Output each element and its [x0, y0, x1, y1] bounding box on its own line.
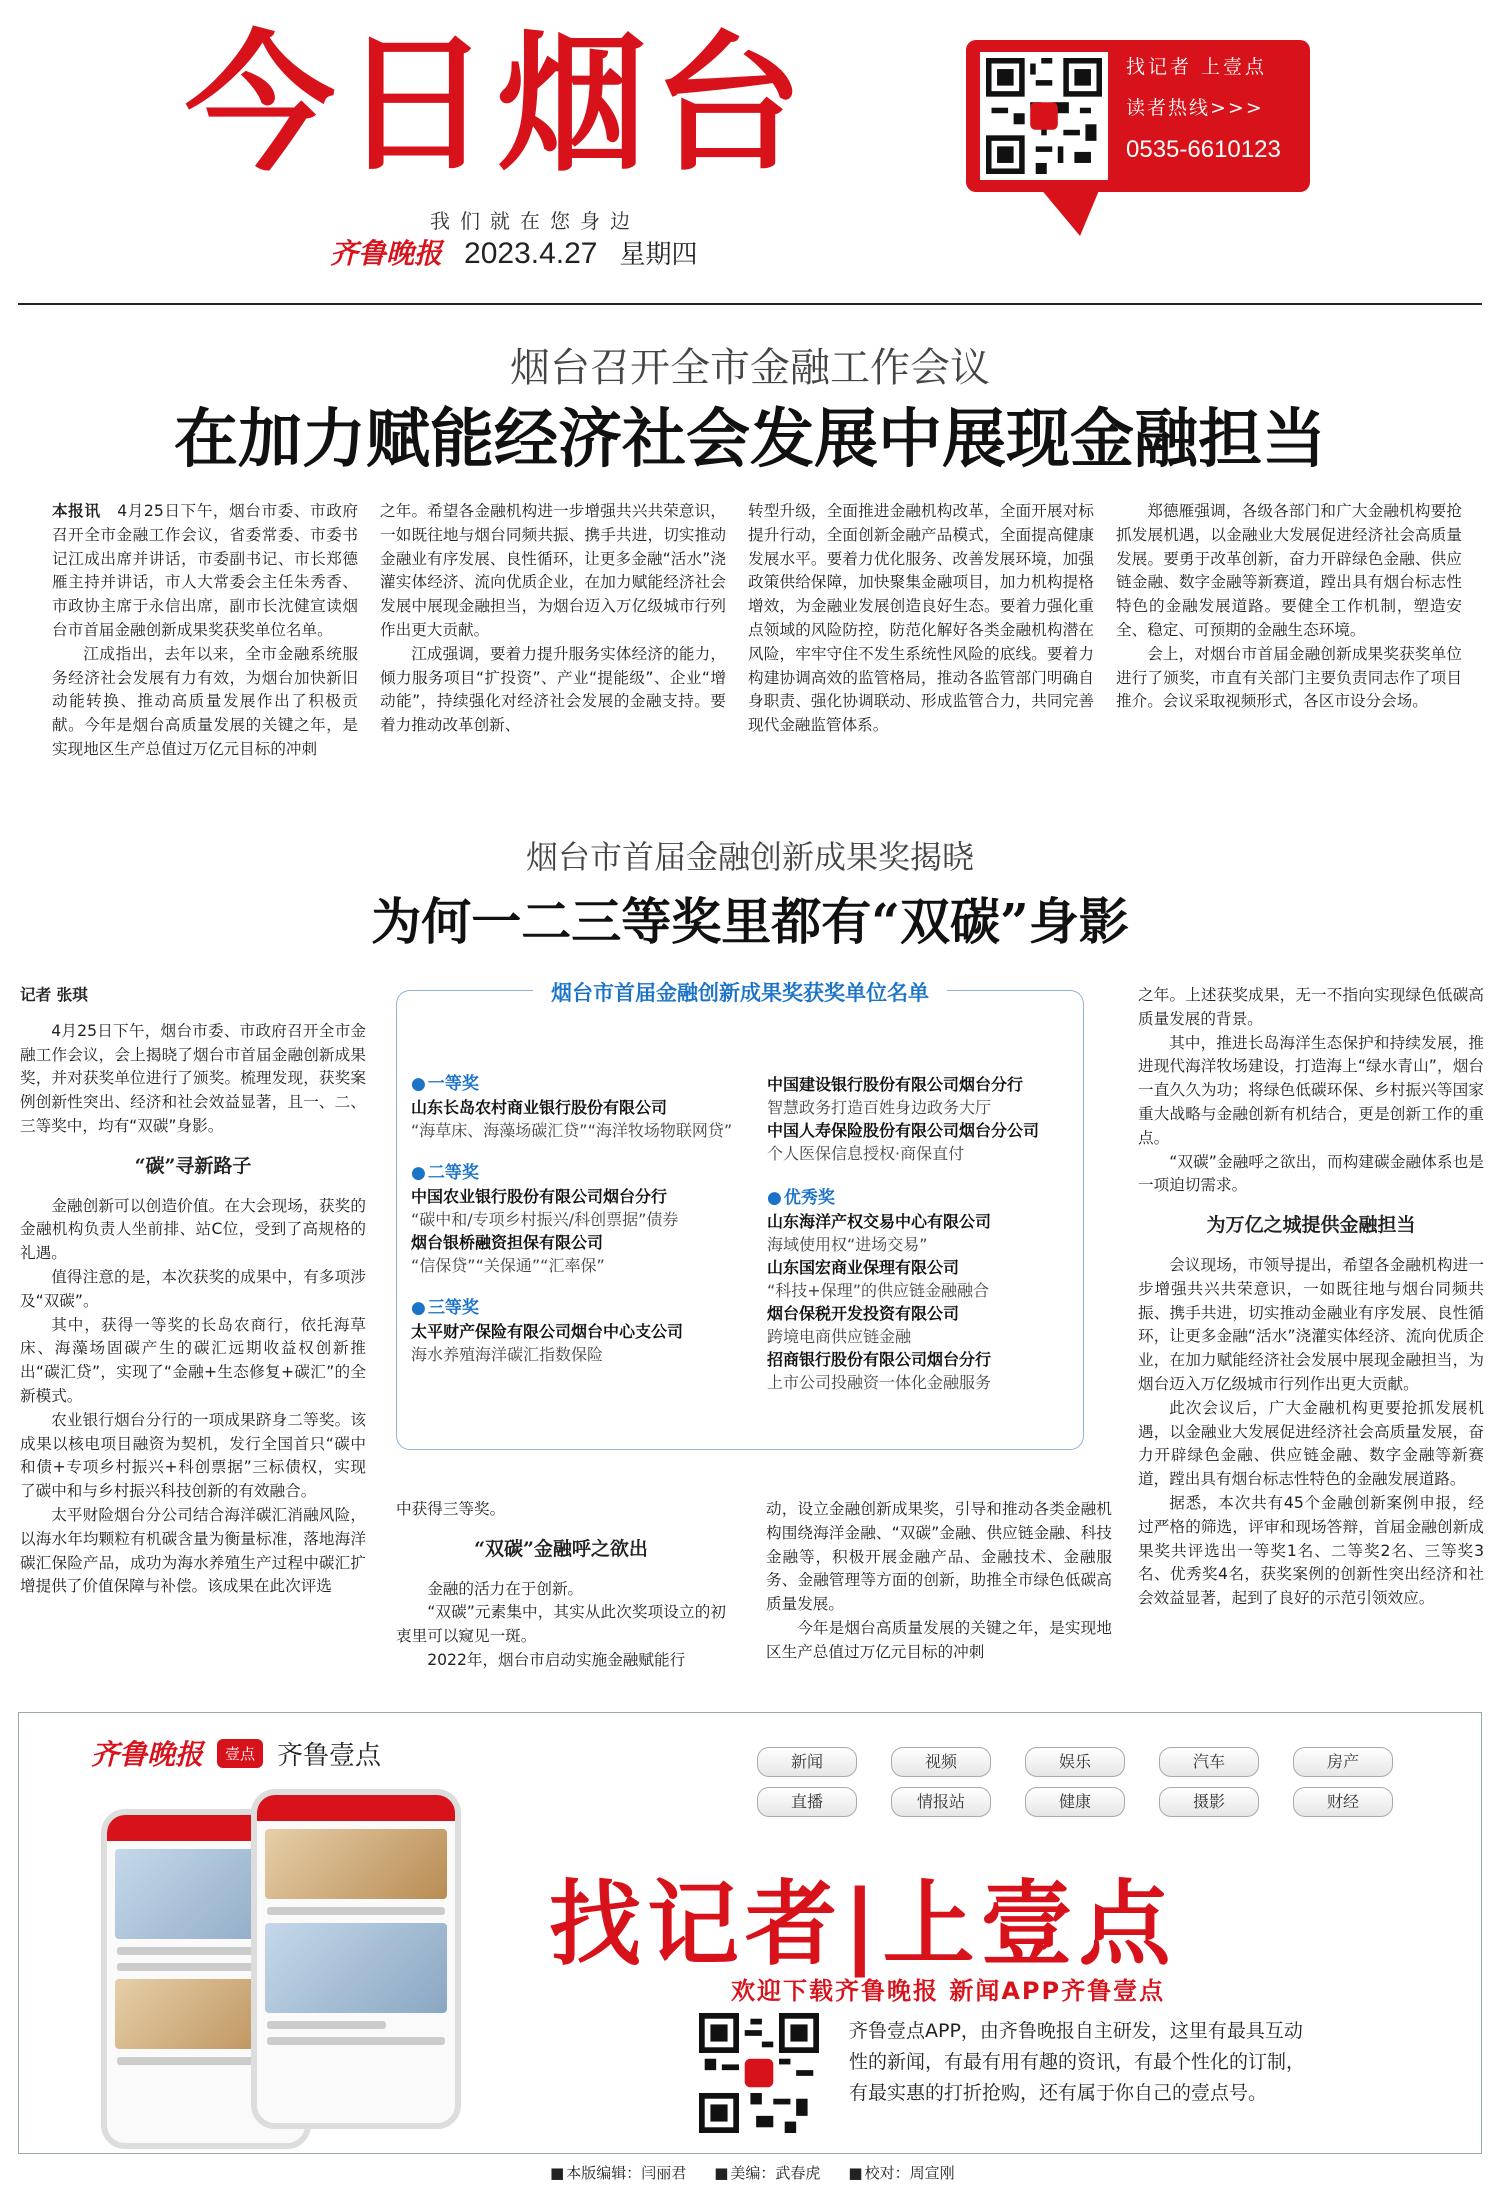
article1-byline: 本报讯: [52, 502, 101, 520]
award-org: 烟台保税开发投资有限公司: [767, 1304, 960, 1323]
article2-paragraph: “双碳”元素集中，其实从此次奖项设立的初衷里可以窥见一斑。: [396, 1603, 726, 1646]
phone-status-bar: [257, 1795, 455, 1821]
phone-text-line: [267, 2021, 386, 2029]
article2-subhead: 为万亿之城提供金融担当: [1206, 1214, 1416, 1237]
article1-paragraph: 转型升级，全面推进金融机构改革，全面开展对标提升行动，全面创新金融产品模式，全面提高健康发展水平。要着力优化服务、改善发展环境，加强政策供给保障，加快聚集金融项目，加力机构提格增效，为金融业发展创造良好生态。要着力强化重点领域的风险防控，防范化解好各类金融机构潜在风险，牢牢守住不发生系统性风险的底线。要着力构建协调高效的监管格局，推动各监管部门明确自身职责、强化协调联动、形成监管合力，共同完善现代金融监管体系。: [748, 502, 1094, 735]
phone-news-image: [265, 1923, 447, 2013]
article2-col-3: [766, 1498, 1112, 1684]
award-org: 烟台银桥融资担保有限公司: [411, 1233, 604, 1252]
award-project: “碳中和/专项乡村振兴/科创票据”债券: [411, 1210, 679, 1229]
award-org: 山东长岛农村商业银行股份有限公司: [411, 1098, 668, 1117]
article2-paragraph: 4月25日下午，烟台市委、市政府召开全市金融工作会议，会上揭晓了烟台市首届金融创新成果奖，并对获奖单位进行了颁奖。梳理发现，获奖案例创新性突出、经济和社会效益显著，且一、二、三等奖中，均有“双碳”身影。: [20, 1021, 366, 1135]
article1-lead: [52, 500, 358, 643]
award-org: 山东国宏商业保理有限公司: [767, 1258, 960, 1277]
ad-app-name: 齐鲁壹点: [277, 1740, 382, 1771]
article2-paragraph: 据悉，本次共有45个金融创新案例申报，经过严格的筛选，评审和现场答辩，首届金融创新成果奖共评选出一等奖1名、二等奖2名、三等奖3名、优秀奖4名，获奖案例的创新性突出经济和社会效益显著，起到了良好的示范引领效应。: [1138, 1493, 1484, 1608]
award-project: 海水养殖海洋碳汇指数保险: [411, 1345, 604, 1364]
article2-paragraph: 之年。上述获奖成果，无一不指向实现绿色低碳高质量发展的背景。: [1138, 986, 1484, 1028]
newspaper-title: 今日烟台: [185, 18, 810, 192]
ad-download-line: 欢迎下载齐鲁晚报 新闻APP齐鲁壹点: [731, 1977, 1166, 2005]
award-grade-label: ● 优秀奖: [767, 1187, 1077, 1210]
article1-paragraph: 郑德雁强调，各级各部门和广大金融机构要抢抓发展机遇，以金融业大发展促进经济社会高质量发展。要勇于改革创新，奋力开辟绿色金融、供应链金融、数字金融等新赛道，蹚出具有烟台标志性特色的金融发展道路。要健全工作机制，塑造安全、稳定、可预期的金融生态环境。: [1116, 502, 1462, 639]
article1-col-4: [1116, 500, 1462, 776]
award-org: 中国人寿保险股份有限公司烟台分公司: [767, 1121, 1040, 1140]
credit-proofreader: ■ 校对：周宣刚: [848, 2162, 954, 2183]
hotline-text: [1126, 52, 1281, 164]
channel-pill[interactable]: 情报站: [891, 1787, 991, 1817]
channel-pill[interactable]: 新闻: [757, 1747, 857, 1777]
article2-paragraph: 农业银行烟台分行的一项成果跻身二等奖。该成果以核电项目融资为契机，发行全国首只“碳中和债+专项乡村振兴+科创票据”三标债权，实现了碳中和与乡村振兴科技创新的有效融合。: [20, 1410, 366, 1501]
ad-brand-name: 齐鲁晚报: [91, 1738, 204, 1771]
article2-subhead: “碳”寻新路子: [134, 1154, 252, 1177]
app-qr-graphic: [699, 2013, 819, 2133]
award-project: 个人医保信息授权·商保直付: [767, 1144, 965, 1163]
issue-info: [330, 232, 698, 272]
award-grade-label: ● 二等奖: [411, 1162, 741, 1185]
article2-headline[interactable]: 为何一二三等奖里都有“双碳”身影: [371, 892, 1129, 951]
award-org: 招商银行股份有限公司烟台分行: [767, 1350, 992, 1369]
article1-headline[interactable]: 在加力赋能经济社会发展中展现金融担当: [174, 402, 1326, 477]
article2-col-4: [1138, 984, 1484, 1684]
award-list-box: [396, 981, 1084, 1450]
speech-tail-shape: [1040, 188, 1100, 236]
article1-col-1: [52, 500, 358, 776]
award-list-title: 烟台市首届金融创新成果奖获奖单位名单: [397, 977, 1083, 1007]
hotline-box: [966, 40, 1310, 192]
article1-col-2: [380, 500, 726, 776]
channel-pill[interactable]: 视频: [891, 1747, 991, 1777]
article1-paragraph: 江成指出，去年以来，全市金融系统服务经济社会发展有力有效，为烟台加快新旧动能转换、推动高质量发展作出了积极贡献。今年是烟台高质量发展的关键之年，是实现地区生产总值过万亿元目标的冲刺: [52, 644, 358, 758]
award-list-right: [767, 1073, 1077, 1394]
article1-paragraph: 江成强调，要着力提升服务实体经济的能力，倾力服务项目“扩投资”、产业“提能级”、企业“增动能”，持续强化对经济社会发展的金融支持。要着力推动改革创新、: [380, 644, 726, 735]
slogan: 我们就在您身边: [430, 209, 640, 233]
award-project: “科技+保理”的供应链金融融合: [767, 1281, 989, 1300]
award-org: 中国建设银行股份有限公司烟台分行: [767, 1075, 1024, 1094]
hotline-label: 读者热线>>>: [1126, 97, 1264, 119]
article1-body: [52, 500, 1462, 776]
article2-paragraph: “双碳”金融呼之欲出，而构建碳金融体系也是一项迫切需求。: [1138, 1152, 1484, 1195]
page-credits: [550, 2162, 955, 2183]
article2-col-2: [396, 1498, 726, 1684]
award-org: 中国农业银行股份有限公司烟台分行: [411, 1187, 668, 1206]
app-advertisement[interactable]: [18, 1712, 1482, 2154]
article1-paragraph: 会上，对烟台市首届金融创新成果奖获奖单位进行了颁奖，市直有关部门主要负责同志作了项目推介。会议采取视频形式，各区市设分会场。: [1116, 644, 1462, 711]
channel-pill[interactable]: 摄影: [1159, 1787, 1259, 1817]
article2-paragraph: 今年是烟台高质量发展的关键之年，是实现地区生产总值过万亿元目标的冲刺: [766, 1618, 1112, 1661]
article2-paragraph: 2022年，烟台市启动实施金融赋能行: [427, 1650, 686, 1669]
hotline-phone[interactable]: 0535-6610123: [1126, 136, 1281, 163]
phone-text-line: [117, 1963, 256, 1971]
phone-text-line: [267, 1907, 445, 1915]
award-project: 智慧政务打造百姓身边政务大厅: [767, 1098, 992, 1117]
ad-description: 齐鲁壹点APP，由齐鲁晚报自主研发，这里有最具互动性的新闻，有最有用有趣的资讯，有最个性化的订制，有最实惠的打折抢购，还有属于你自己的壹点号。: [849, 2020, 1306, 2104]
brand-name: 齐鲁晚报: [330, 237, 443, 270]
article2-paragraph: 金融创新可以创造价值。在大会现场，获奖的金融机构负责人坐前排、站C位，受到了高规格的礼遇。: [20, 1196, 366, 1263]
phone-text-line: [267, 2037, 445, 2045]
award-project: “海草床、海藻场碳汇贷”“海洋牧场物联网贷”: [411, 1121, 733, 1140]
article2-paragraph: 中获得三等奖。: [396, 1500, 506, 1518]
channel-pill[interactable]: 房产: [1293, 1747, 1393, 1777]
article2-paragraph: 会议现场，市领导提出，希望各金融机构进一步增强共兴共荣意识，一如既往地与烟台同频共振、携手共进，切实推动金融业有序发展、良性循环，让更多金融“活水”浇灌实体经济、流向优质企业，在加力赋能经济社会发展中展现金融担当，为烟台迈入万亿级城市行列作出更大贡献。: [1138, 1255, 1484, 1393]
ad-slogan: 找记者|上壹点: [549, 1871, 1177, 1978]
issue-date: 2023.4.27: [464, 237, 598, 270]
article1-kicker: 烟台召开全市金融工作会议: [510, 345, 990, 391]
app-logo-icon: 壹点: [217, 1739, 263, 1768]
qr-code-icon[interactable]: [980, 52, 1108, 180]
article1-col-3: [748, 500, 1094, 776]
qr-code-graphic: [986, 58, 1102, 174]
article2-paragraph: 金融的活力在于创新。: [427, 1579, 584, 1598]
credit-designer: ■ 美编：武春虎: [714, 2162, 820, 2183]
article2-paragraph: 其中，获得一等奖的长岛农商行，依托海草床、海藻场固碳产生的碳汇远期收益权创新推出“碳汇贷”，实现了“金融+生态修复+碳汇”的全新模式。: [20, 1315, 366, 1405]
ad-brand-row: [91, 1733, 381, 1773]
channel-pill[interactable]: 娱乐: [1025, 1747, 1125, 1777]
award-grade-label: ● 三等奖: [411, 1297, 741, 1320]
article2-paragraph: 太平财险烟台分公司结合海洋碳汇消融风险，以海水年均颗粒有机碳含量为衡量标准，落地海洋碳汇保险产品，成功为海水养殖生产过程中碳汇扩增提供了价值保障与补偿。该成果在此次评选: [20, 1505, 366, 1596]
article2-col-1: [20, 984, 366, 1684]
issue-weekday: 星期四: [619, 240, 698, 270]
article2-subhead: “双碳”金融呼之欲出: [474, 1537, 648, 1560]
award-project: 跨境电商供应链金融: [767, 1327, 912, 1346]
phone-mockup-right: [251, 1789, 461, 2129]
award-grade-label: ● 一等奖: [411, 1073, 741, 1096]
article2-paragraph: 值得注意的是，本次获奖的成果中，有多项涉及“双碳”。: [20, 1267, 366, 1310]
award-project: “信保贷”“关保通”“汇率保”: [411, 1256, 605, 1275]
hotline-slogan: 找记者 上壹点: [1126, 56, 1268, 78]
channel-pills-row-2: [757, 1787, 1393, 1817]
award-project: 海域使用权“进场交易”: [767, 1235, 928, 1254]
article2-byline: 记者 张琪: [20, 986, 88, 1004]
phone-news-image: [265, 1829, 447, 1899]
channel-pills-row-1: [757, 1747, 1393, 1777]
award-project: 上市公司投融资一体化金融服务: [767, 1373, 992, 1392]
award-org: 太平财产保险有限公司烟台中心支公司: [411, 1322, 684, 1341]
masthead: [0, 0, 1500, 305]
top-divider: [18, 303, 1482, 305]
award-org: 山东海洋产权交易中心有限公司: [767, 1212, 992, 1231]
channel-pill[interactable]: 财经: [1293, 1787, 1393, 1817]
article2-kicker: 烟台市首届金融创新成果奖揭晓: [525, 838, 974, 876]
channel-pill[interactable]: 直播: [757, 1787, 857, 1817]
award-list-left: [411, 1073, 741, 1366]
app-qr-code-icon[interactable]: [699, 2013, 819, 2133]
channel-pill[interactable]: 汽车: [1159, 1747, 1259, 1777]
article2-paragraph: 此次会议后，广大金融机构更要抢抓发展机遇，以金融业大发展促进经济社会高质量发展，奋力开辟绿色金融、供应链金融、数字金融等新赛道，蹚出具有烟台标志性特色的金融发展道路。: [1138, 1398, 1484, 1489]
article1-paragraph: 之年。希望各金融机构进一步增强共兴共荣意识，一如既往地与烟台同频共振、携手共进，切实推动金融业有序发展、良性循环，让更多金融“活水”浇灌实体经济、流向优质企业，在加力赋能经济社会发展中展现金融担当，为烟台迈入万亿级城市行列作出更大贡献。: [380, 502, 726, 639]
article1-lead-text: 4月25日下午，烟台市委、市政府召开全市金融工作会议，省委常委、市委书记江成出席并讲话，市委副书记、市长郑德雁主持并讲话，市人大常委会主任朱秀香、市政协主席于永信出席，副市长沈健宣读烟台市首届金融创新成果奖获奖单位名单。: [52, 502, 358, 639]
article2-paragraph: 其中，推进长岛海洋生态保护和持续发展，推进现代海洋牧场建设，打造海上“绿水青山”，烟台一直久久为功；将绿色低碳环保、乡村振兴等国家重大战略与金融创新有机结合，更是创新工作的重点。: [1138, 1033, 1484, 1147]
article2-paragraph: 动，设立金融创新成果奖，引导和推动各类金融机构围绕海洋金融、“双碳”金融、供应链金融、科技金融等，积极开展金融产品、金融技术、金融服务、金融管理等方面的创新，助推全市绿色低碳高质量发展。: [766, 1500, 1112, 1614]
credit-editor: ■ 本版编辑：闫丽君: [550, 2162, 686, 2183]
channel-pill[interactable]: 健康: [1025, 1787, 1125, 1817]
